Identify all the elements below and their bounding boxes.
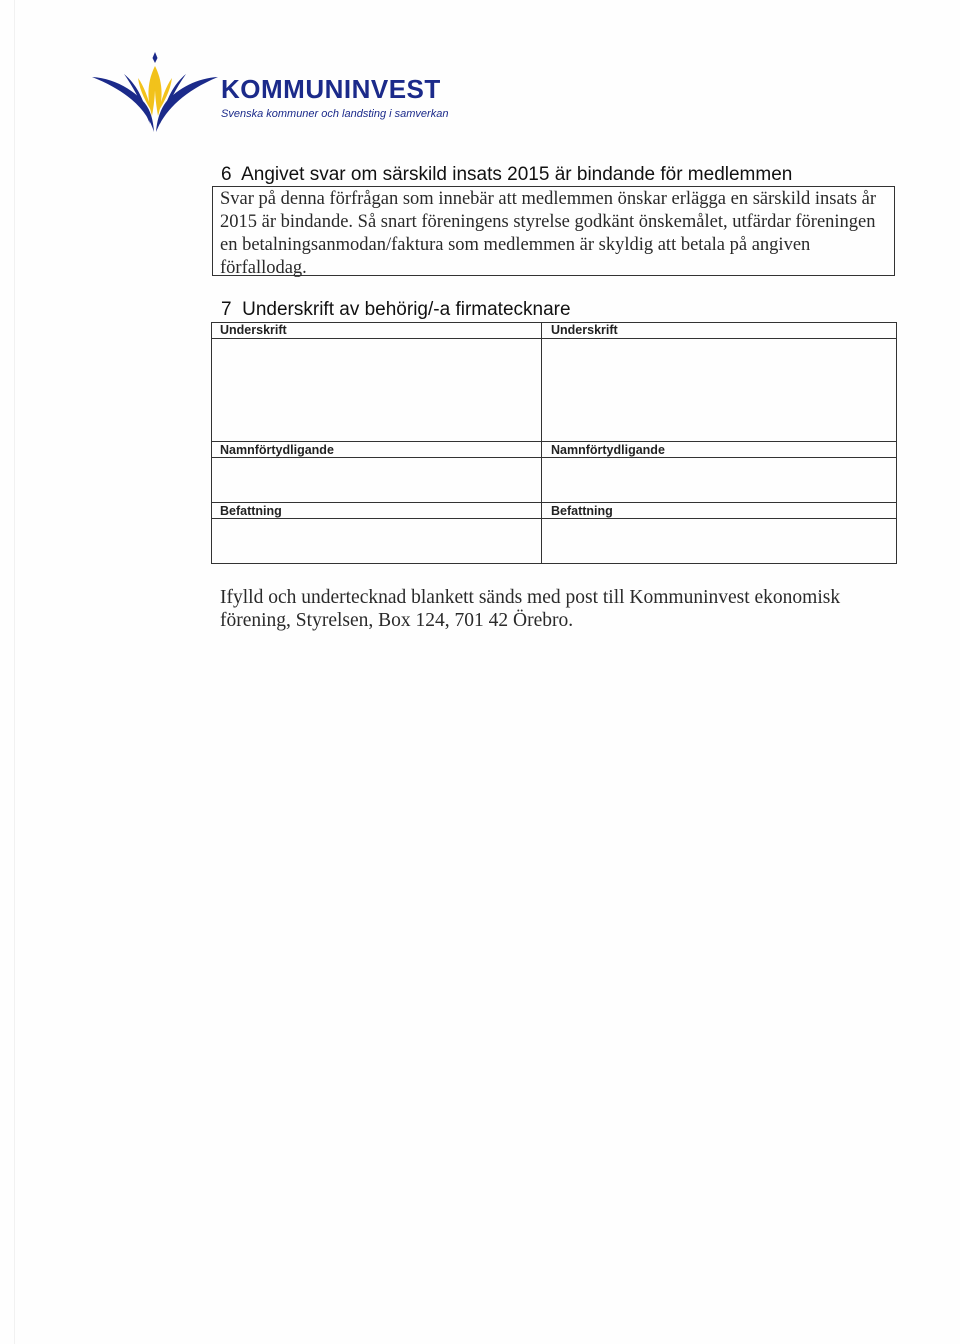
table-divider [211, 338, 897, 339]
scan-margin-line [14, 0, 15, 1344]
table-column-divider [541, 322, 542, 564]
table-divider [211, 457, 897, 458]
brand-name: KOMMUNINVEST [221, 74, 441, 104]
right-name-field[interactable] [543, 459, 896, 501]
right-title-label: Befattning [551, 504, 613, 518]
section7-heading: 7 Underskrift av behörig/-a firmatecknare [221, 299, 571, 320]
table-divider [211, 441, 897, 442]
left-signature-field[interactable] [213, 340, 540, 440]
right-name-label: Namnförtydligande [551, 443, 665, 457]
kommuninvest-logo-icon [90, 52, 220, 136]
brand-tagline: Svenska kommuner och landsting i samverkan [221, 108, 449, 120]
left-title-field[interactable] [213, 520, 540, 562]
table-divider [211, 502, 897, 503]
table-divider [211, 518, 897, 519]
section6-heading: 6 Angivet svar om särskild insats 2015 är bindande för medlemmen [221, 164, 793, 185]
left-signature-label: Underskrift [220, 323, 287, 337]
left-title-label: Befattning [220, 504, 282, 518]
right-signature-label: Underskrift [551, 323, 618, 337]
footer-instructions: Ifylld och undertecknad blankett sänds med post till Kommuninvest ekonomisk förening, Styrelsen, Box 124, 701 42 Örebro. [220, 587, 841, 631]
left-name-label: Namnförtydligande [220, 443, 334, 457]
left-name-field[interactable] [213, 459, 540, 501]
section6-text: Svar på denna förfrågan som innebär att medlemmen önskar erlägga en särskild insats år 2015 är bindande. Så snart föreningens styrelse godkänt önskemålet, utfärdar föreningen en betalningsanmodan/faktura som medlemmen är skyldig att betala på angiven förfallodag. [220, 189, 877, 278]
right-signature-field[interactable] [543, 340, 896, 440]
right-title-field[interactable] [543, 520, 896, 562]
